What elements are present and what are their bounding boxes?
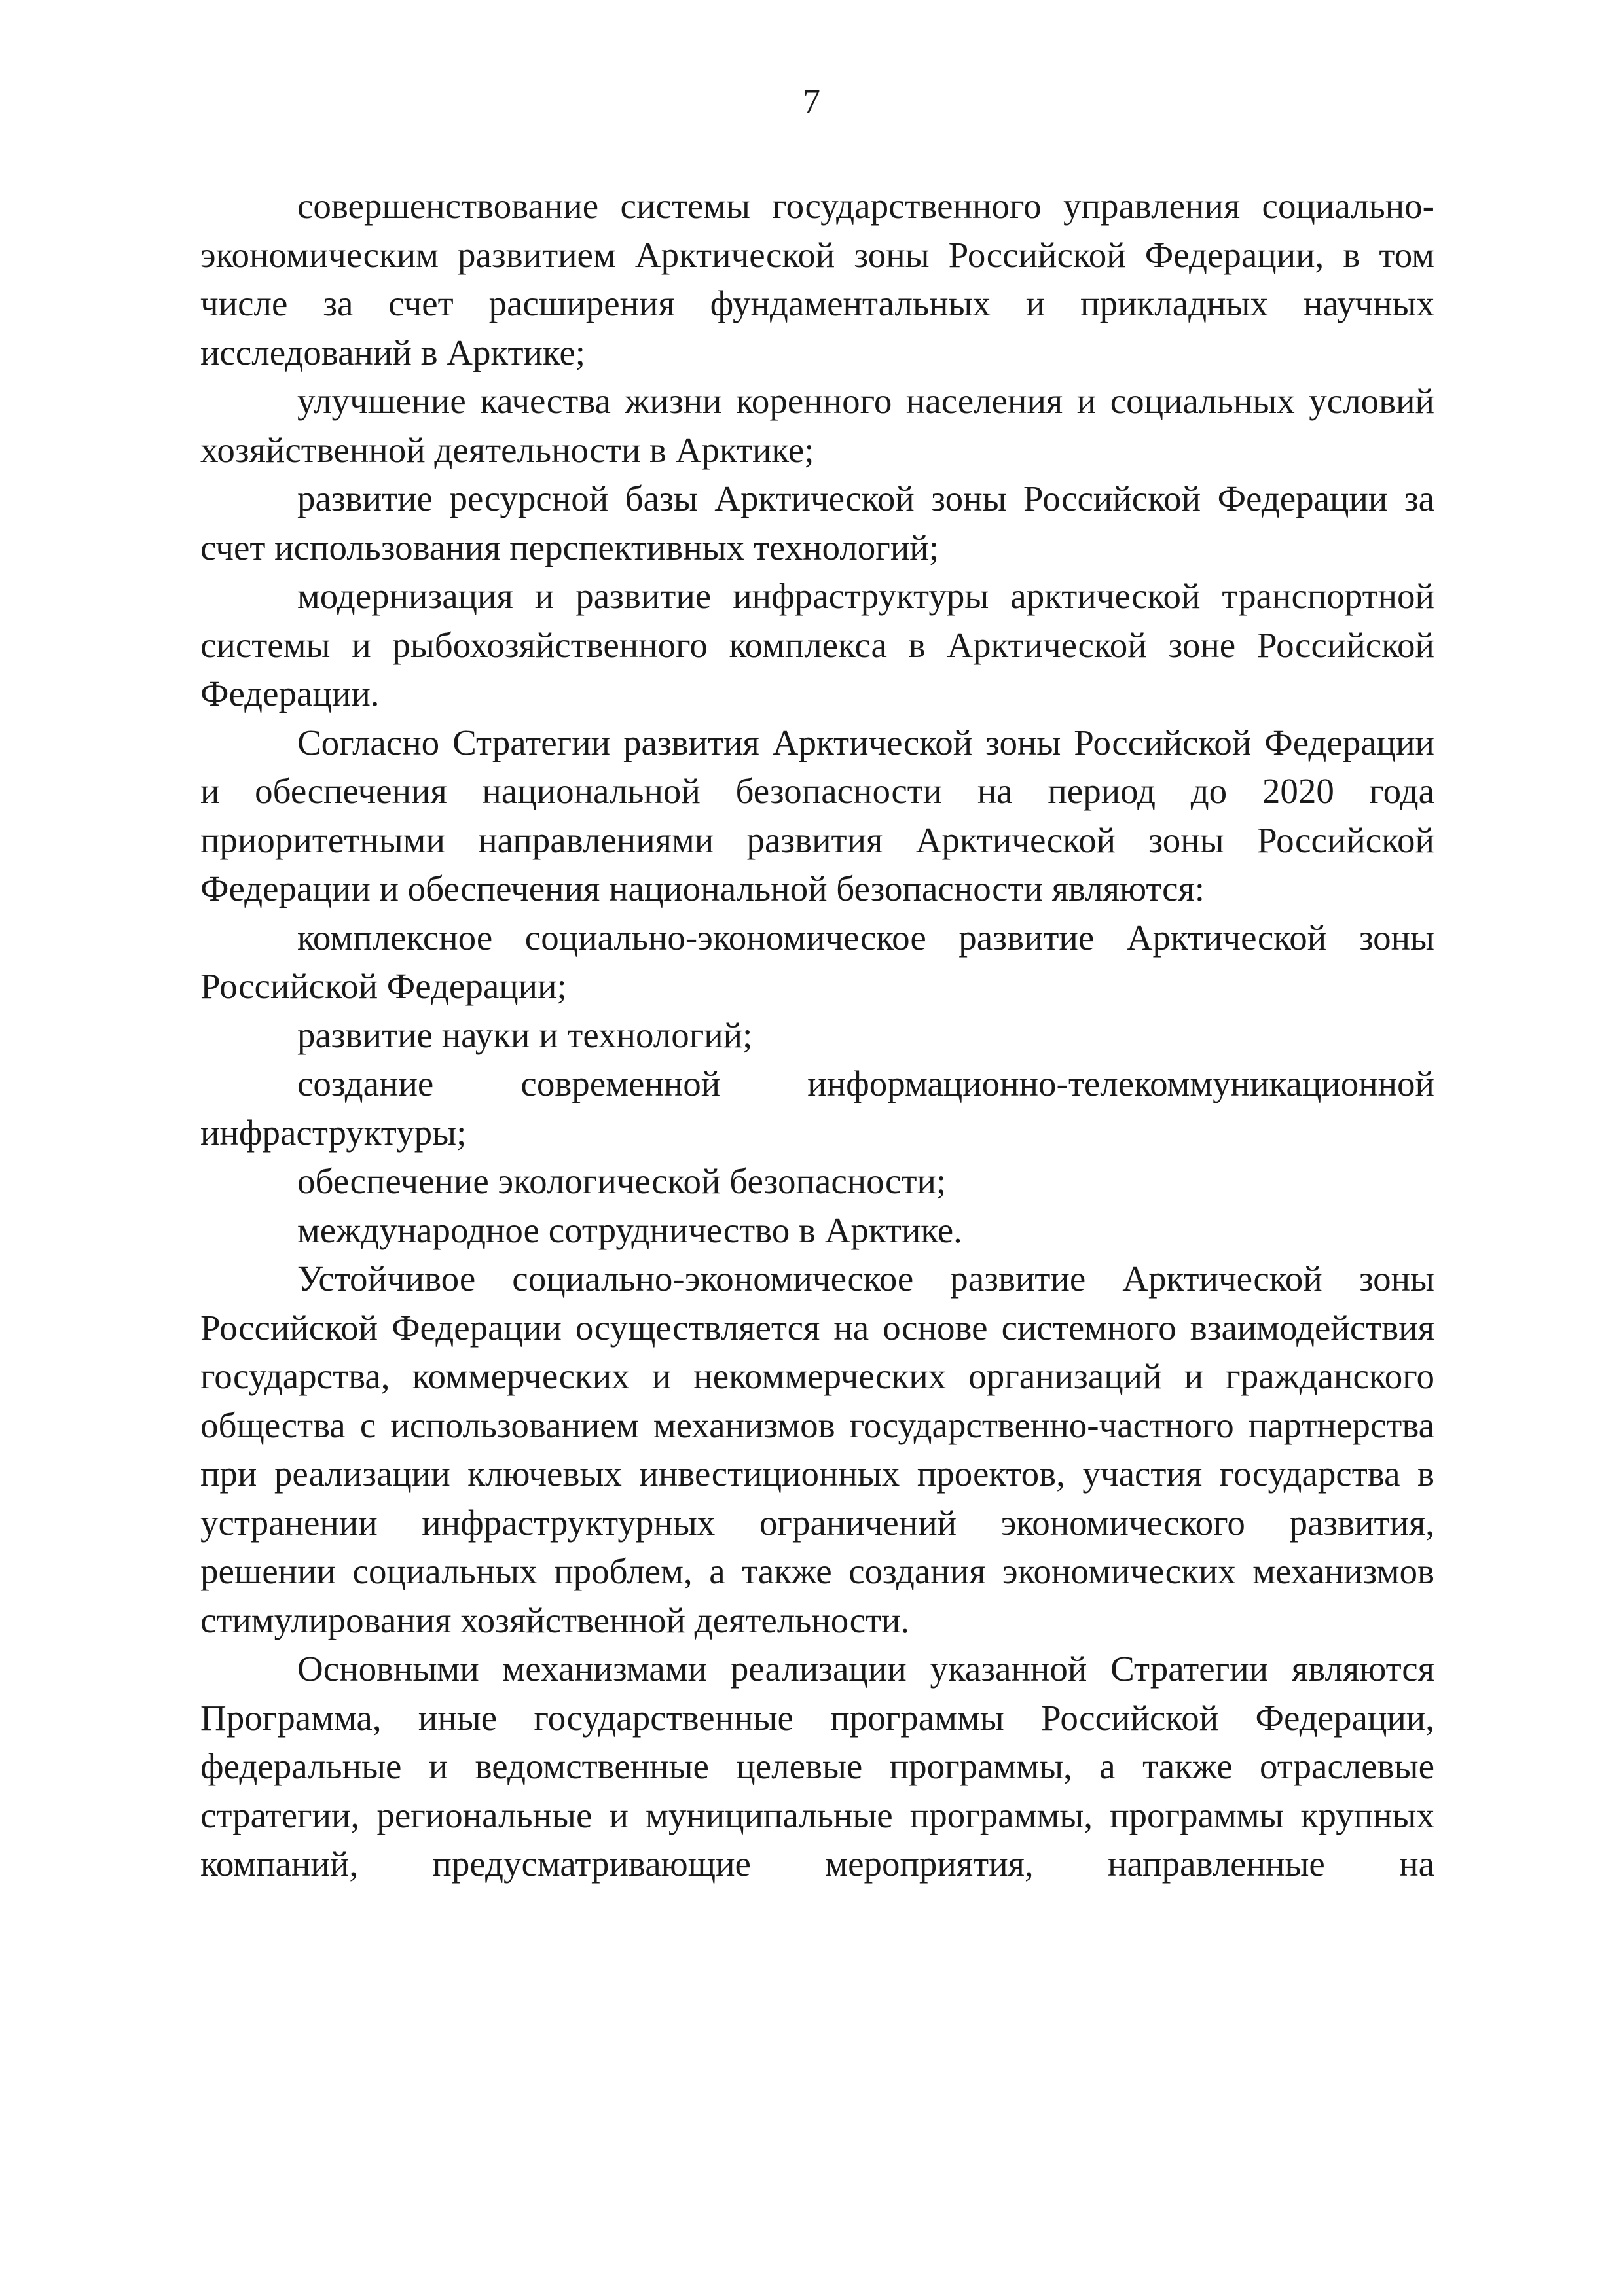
body-text [200, 182, 1434, 1889]
paragraph-11: Устойчивое социально-экономическое развитие Арктической зоны Российской Федерации осуществляется на основе системного взаимодействия государства, коммерческих и некоммерческих организаций и гражданского общества с использованием механизмов государственно-частного партнерства при реализации ключевых инвестиционных проектов, участия государства в устранении инфраструктурных ограничений экономического развития, решении социальных проблем, а также создания экономических механизмов стимулирования хозяйственной деятельности. [200, 1259, 1434, 1640]
paragraph-4: модернизация и развитие инфраструктуры арктической транспортной системы и рыбохозяйственного комплекса в Арктической зоне Российской Федерации. [200, 576, 1434, 713]
paragraph-12: Основными механизмами реализации указанной Стратегии являются Программа, иные государственные программы Российской Федерации, федеральные и ведомственные целевые программы, а также отраслевые стратегии, региональные и муниципальные программы, программы крупных компаний, предусматривающие мероприятия, направленные на [200, 1649, 1434, 1884]
paragraph-5: Согласно Стратегии развития Арктической зоны Российской Федерации и обеспечения национальной безопасности на период до 2020 года приоритетными направлениями развития Арктической зоны Российской Федерации и обеспечения национальной безопасности являются: [200, 722, 1434, 908]
paragraph-3: развитие ресурсной базы Арктической зоны Российской Федерации за счет использования перспективных технологий; [200, 478, 1434, 567]
page-number: 7 [803, 82, 820, 121]
paragraph-1: совершенствование системы государственного управления социально-экономическим развитием Арктической зоны Российской Федерации, в том числе за счет расширения фундаментальных и прикладных научных исследований в Арктике; [200, 186, 1434, 372]
paragraph-9: обеспечение экологической безопасности; [297, 1161, 947, 1201]
paragraph-7: развитие науки и технологий; [297, 1014, 753, 1055]
paragraph-6: комплексное социально-экономическое развитие Арктической зоны Российской Федерации; [200, 917, 1434, 1006]
paragraph-2: улучшение качества жизни коренного населения и социальных условий хозяйственной деятельности в Арктике; [200, 381, 1434, 470]
paragraph-8: создание современной информационно-телекоммуникационной инфраструктуры; [200, 1064, 1434, 1153]
paragraph-10: международное сотрудничество в Арктике. [297, 1210, 962, 1250]
